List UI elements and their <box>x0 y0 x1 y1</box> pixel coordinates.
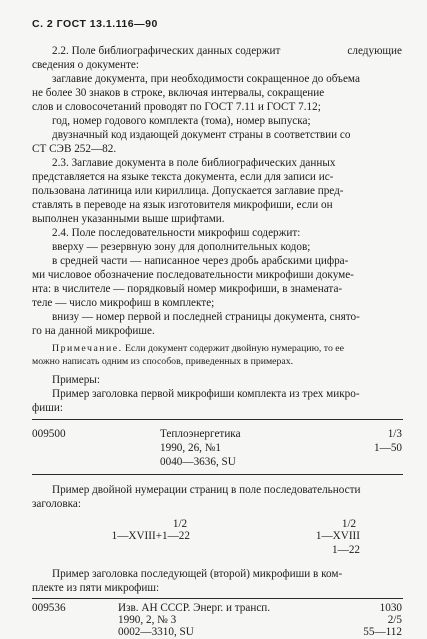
para-2-3-line-2: представляется на языке текста документа, если для записи ис- <box>32 171 334 183</box>
para-2-3-line-3: пользована латиница или кириллица. Допускается заглавие пред- <box>32 185 344 197</box>
para-2-4-line-2: вверху — резервную зону для дополнительных кодов; <box>52 241 311 253</box>
example-1-issue: 1990, 26, №1 <box>160 442 222 454</box>
example-1-caption-line-2: фиши: <box>32 402 63 414</box>
note-label: Примечание. <box>52 343 123 354</box>
para-2-4-line-1: 2.4. Поле последовательности микрофиш содержит: <box>52 227 301 239</box>
para-2-2-line-3: заглавие документа, при необходимости сокращенное до объема <box>52 73 360 85</box>
example-1-fraction: 1/3 <box>387 428 402 440</box>
para-2-2-line-1-text: 2.2. Поле библиографических данных содержит <box>52 45 281 57</box>
para-2-3-line-4: ставлять в переводе на язык изготовителя микрофиши, если он <box>32 199 333 211</box>
example-2a-pages: 1—XVIII+1—22 <box>111 530 190 542</box>
para-2-2-line-6: год, номер годового комплекта (тома), номер выпуска; <box>52 115 311 127</box>
example-3-issue: 1990, 2, № 3 <box>118 614 177 626</box>
example-1-top-rule <box>32 419 403 420</box>
example-3-caption-line-2: плекте из пяти микрофиш: <box>32 582 160 594</box>
example-3-top-rule <box>32 598 403 599</box>
para-2-2-line-1 <box>52 45 402 58</box>
para-2-2-line-4: не более 30 знаков в строке, включая интервалы, сокращение <box>32 87 325 99</box>
example-1-range: 0040—3636, SU <box>160 456 236 468</box>
para-2-2-line-7: двузначный код издающей документ страны в соответствии со <box>52 129 351 141</box>
example-3-caption-line-1: Пример заголовка последующей (второй) микрофиши в ком- <box>52 568 343 580</box>
para-2-2-line-8: СТ СЭВ 252—82. <box>32 143 117 155</box>
example-3-range: 0002—3310, SU <box>118 626 194 638</box>
example-2b-pages-1: 1—XVIII <box>315 530 360 542</box>
example-3-title: Изв. АН СССР. Энерг. и трансп. <box>118 602 271 614</box>
para-2-3-line-1: 2.3. Заглавие документа в поле библиографических данных <box>52 157 336 169</box>
para-2-4-line-8: го на данной микрофише. <box>32 325 155 337</box>
examples-heading: Примеры: <box>52 374 100 386</box>
example-2b-fraction: 1/2 <box>341 518 357 530</box>
example-1-code: 009500 <box>32 428 66 440</box>
example-1-pages: 1—50 <box>374 442 402 454</box>
para-2-2-line-5: слов и словосочетаний проводят по ГОСТ 7.11 и ГОСТ 7.12; <box>32 101 321 113</box>
example-2-caption-line-1: Пример двойной нумерации страниц в поле последовательности <box>52 484 361 496</box>
example-2-caption-line-2: заголовка: <box>32 498 81 510</box>
note-line-2: можно написать одним из способов, приведенных в примерах. <box>32 356 294 367</box>
example-3-pages: 55—112 <box>363 626 402 638</box>
example-2a-fraction: 1/2 <box>172 518 188 530</box>
para-2-3-line-5: выполнен указанными выше шрифтами. <box>32 213 225 225</box>
example-2b-pages-2: 1—22 <box>332 544 360 556</box>
example-1-caption-line-1: Пример заголовка первой микрофиши комплекта из трех микро- <box>52 388 360 400</box>
para-2-2-line-1-end: следующие <box>347 45 402 57</box>
para-2-4-line-5: нта: в числителе — порядковый номер микрофиши, в знамената- <box>32 283 343 295</box>
example-1-bottom-rule <box>32 474 403 475</box>
example-3-fraction: 2/5 <box>387 614 402 626</box>
page-header: С. 2 ГОСТ 13.1.116—90 <box>32 18 158 30</box>
note-line-1-text: Если документ содержит двойную нумерацию, то ее <box>125 343 344 354</box>
example-3-code: 009536 <box>32 602 66 614</box>
para-2-4-line-7: внизу — номер первой и последней страницы документа, снято- <box>52 311 360 323</box>
para-2-2-line-2: сведения о документе: <box>32 59 139 71</box>
para-2-4-line-6: теле — число микрофиш в комплекте; <box>32 297 215 309</box>
note-line-1 <box>52 342 344 355</box>
example-3-number: 1030 <box>379 602 402 614</box>
example-1-title: Теплоэнергетика <box>160 428 241 440</box>
para-2-4-line-3: в средней части — написанное через дробь арабскими цифра- <box>52 255 349 267</box>
para-2-4-line-4: ми числовое обозначение последовательности микрофиши докуме- <box>32 269 354 281</box>
